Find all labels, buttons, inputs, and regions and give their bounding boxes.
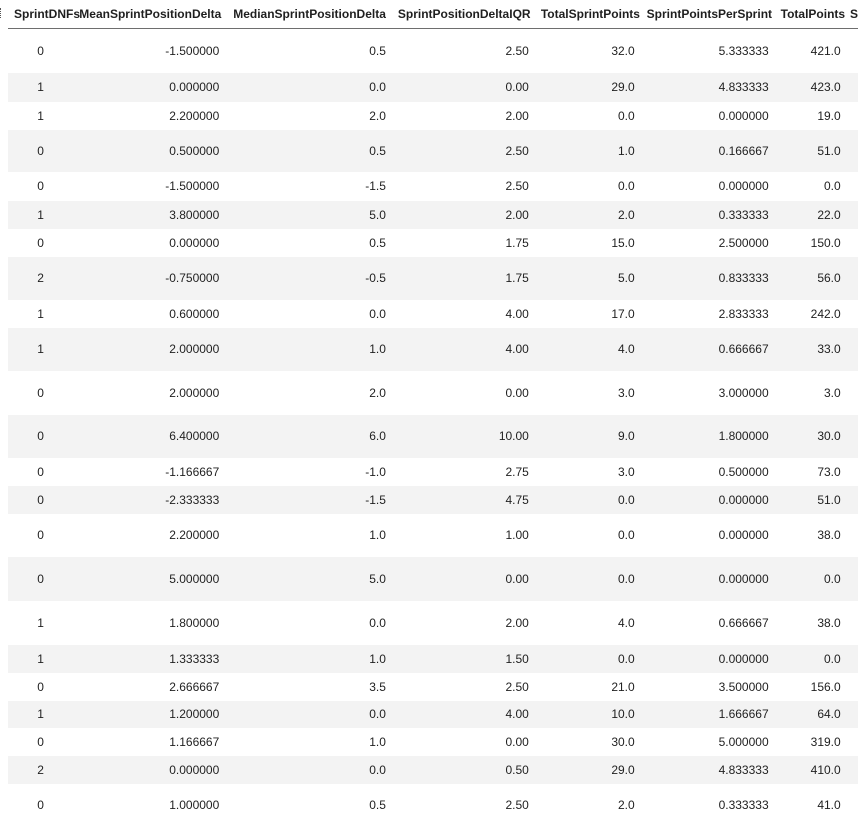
table-cell-truncated [847, 645, 858, 673]
table-cell: 0.5 [369, 43, 386, 58]
table-cell: 15.0 [611, 235, 635, 250]
column-header-total-sprint-points: TotalSprintPoints [535, 0, 641, 29]
table-cell: 3.000000 [718, 385, 769, 400]
table-row [8, 486, 858, 514]
table-row [8, 300, 858, 328]
table-cell: 319.0 [810, 734, 841, 749]
table-cell-truncated [847, 557, 858, 601]
table-cell-truncated [847, 673, 858, 701]
table-cell: -1.5 [225, 486, 392, 514]
table-cell: 0 [37, 43, 44, 58]
table-cell: 0.000000 [718, 528, 769, 542]
table-cell: 38.0 [817, 615, 841, 630]
table-cell: 0 [37, 798, 44, 812]
table-cell: 2.000000 [73, 328, 225, 371]
table-cell-truncated [847, 458, 858, 486]
table-cell-truncated [847, 415, 858, 458]
table-cell: 2 [8, 756, 73, 784]
table-cell: 0.00 [505, 734, 529, 749]
table-cell: 1.166667 [169, 734, 220, 749]
table-cell: 17.0 [611, 306, 635, 321]
column-header-total-points: TotalPoints [775, 0, 847, 29]
table-cell: 0.666667 [641, 328, 775, 371]
table-row [8, 514, 858, 557]
table-cell: 1.75 [505, 235, 529, 250]
table-cell-truncated [847, 328, 858, 371]
table-cell: 5.0 [225, 201, 392, 229]
table-cell: 2.50 [392, 130, 535, 172]
table-cell: 4.833333 [641, 73, 775, 102]
table-cell: 5.333333 [718, 43, 769, 58]
column-header-truncated: S [847, 0, 858, 29]
table-cell: 2.500000 [718, 235, 769, 250]
table-row [8, 102, 858, 130]
table-cell: 423.0 [775, 73, 847, 102]
table-cell: 1 [8, 645, 73, 673]
table-cell: 1.333333 [73, 645, 225, 673]
table-cell-truncated [847, 756, 858, 784]
table-cell: 2.0 [369, 385, 386, 400]
table-cell: 2 [8, 257, 73, 300]
table-cell: 0.00 [392, 73, 535, 102]
table-cell: 2.0 [617, 798, 635, 812]
table-cell: 3.0 [617, 464, 635, 479]
table-cell: 0.833333 [641, 257, 775, 300]
table-cell: 0 [37, 734, 44, 749]
table-cell: 0.000000 [73, 73, 225, 102]
table-cell: 0.000000 [641, 645, 775, 673]
table-cell: 64.0 [775, 701, 847, 728]
table-cell: 30.0 [611, 734, 635, 749]
table-row [8, 756, 858, 784]
table-cell: 1.0 [225, 645, 392, 673]
table-cell: 5.0 [535, 257, 641, 300]
table-cell: 32.0 [611, 43, 635, 58]
table-cell: 4.833333 [641, 756, 775, 784]
table-cell: 3.0 [824, 385, 841, 400]
table-cell-truncated [847, 601, 858, 645]
table-cell: 2.0 [535, 201, 641, 229]
table-cell: 0.0 [225, 73, 392, 102]
table-cell: 3.0 [617, 385, 635, 400]
table-cell: 2.200000 [169, 528, 220, 542]
column-header-sprint-dnfs: SprintDNFs [8, 0, 73, 29]
table-cell: -1.500000 [165, 43, 220, 58]
table-cell: 0 [8, 486, 73, 514]
table-row [8, 645, 858, 673]
table-row [8, 458, 858, 486]
table-cell: 0.500000 [73, 130, 225, 172]
table-cell: 0.00 [392, 557, 535, 601]
truncation-marker [0, 8, 3, 18]
table-row [8, 257, 858, 300]
table-cell-truncated [847, 130, 858, 172]
table-cell: 51.0 [775, 486, 847, 514]
table-cell: 0.000000 [641, 557, 775, 601]
data-table [8, 0, 858, 827]
table-cell: -1.166667 [165, 464, 220, 479]
table-cell: 1 [8, 701, 73, 728]
table-cell: 4.00 [505, 306, 529, 321]
table-cell: 19.0 [817, 108, 841, 123]
table-cell: 0.50 [392, 756, 535, 784]
table-cell: 6.0 [225, 415, 392, 458]
table-cell: 10.0 [535, 701, 641, 728]
table-cell: 3.800000 [73, 201, 225, 229]
table-cell: 0.500000 [718, 464, 769, 479]
table-cell: 1.75 [392, 257, 535, 300]
table-cell: 1.0 [369, 734, 386, 749]
table-cell: 2.50 [505, 798, 529, 812]
table-row [8, 229, 858, 257]
table-cell: 0.0 [535, 486, 641, 514]
table-cell: 0.0 [775, 557, 847, 601]
column-header-sprint-position-delta-iqr: SprintPositionDeltaIQR [392, 0, 535, 29]
table-cell: 1.666667 [641, 701, 775, 728]
table-cell: 30.0 [775, 415, 847, 458]
table-cell: 0 [8, 130, 73, 172]
table-cell: 242.0 [810, 306, 841, 321]
table-cell: 0.0 [617, 108, 635, 123]
table-cell: 156.0 [810, 679, 841, 694]
table-cell: -2.333333 [73, 486, 225, 514]
table-cell-truncated [847, 701, 858, 728]
table-cell: 0.5 [225, 130, 392, 172]
table-cell: 0.0 [535, 645, 641, 673]
table-cell: 9.0 [535, 415, 641, 458]
table-cell: 29.0 [535, 756, 641, 784]
table-cell: 22.0 [775, 201, 847, 229]
table-row [8, 130, 858, 172]
table-cell: -0.750000 [73, 257, 225, 300]
table-cell: 0.000000 [641, 486, 775, 514]
table-cell: 2.00 [505, 615, 529, 630]
table-cell: 29.0 [535, 73, 641, 102]
column-header-sprint-points-per-sprint: SprintPointsPerSprint [641, 0, 775, 29]
table-cell-truncated [847, 728, 858, 756]
table-cell: 0.5 [369, 235, 386, 250]
table-cell: 4.0 [535, 328, 641, 371]
table-body [8, 29, 858, 827]
table-cell: 1.800000 [169, 615, 220, 630]
table-cell: 1.50 [392, 645, 535, 673]
table-cell: 1 [8, 73, 73, 102]
table-cell: 3.5 [369, 679, 386, 694]
table-cell: 0.00 [505, 385, 529, 400]
table-cell: 0.0 [535, 557, 641, 601]
table-cell: 0.333333 [718, 798, 769, 812]
table-cell-truncated [847, 73, 858, 102]
table-cell: 2.000000 [169, 385, 220, 400]
table-cell: 1 [37, 306, 44, 321]
table-cell: 2.833333 [718, 306, 769, 321]
table-cell: 2.0 [369, 108, 386, 123]
table-cell: 0.000000 [718, 108, 769, 123]
table-cell: 5.000000 [718, 734, 769, 749]
table-cell: 0 [37, 464, 44, 479]
table-cell: 1.0 [535, 130, 641, 172]
table-cell: 21.0 [611, 679, 635, 694]
table-cell: 6.400000 [73, 415, 225, 458]
table-cell: 3.500000 [718, 679, 769, 694]
table-cell: 1.200000 [73, 701, 225, 728]
table-cell: 4.00 [392, 701, 535, 728]
table-cell: 0.0 [225, 756, 392, 784]
table-cell: 1.00 [505, 528, 529, 542]
table-cell: 0 [8, 415, 73, 458]
table-cell: 2.50 [505, 179, 529, 193]
table-cell: 1.800000 [641, 415, 775, 458]
table-cell: 33.0 [775, 328, 847, 371]
table-cell-truncated [847, 102, 858, 130]
table-cell: 51.0 [775, 130, 847, 172]
table-cell-truncated [847, 29, 858, 73]
table-cell: 0 [37, 528, 44, 542]
table-cell-truncated [847, 201, 858, 229]
table-cell: 73.0 [817, 464, 841, 479]
table-cell: 0.0 [617, 528, 635, 542]
table-cell: 5.0 [225, 557, 392, 601]
table-cell: 2.666667 [169, 679, 220, 694]
table-cell-truncated [847, 486, 858, 514]
table-cell: 0.000000 [718, 179, 769, 193]
table-cell: 1.0 [225, 328, 392, 371]
column-header-mean-sprint-position-delta: MeanSprintPositionDelta [73, 0, 225, 29]
table-cell: 0.000000 [169, 235, 220, 250]
table-cell: 0.0 [775, 645, 847, 673]
table-cell: 0.0 [617, 179, 635, 193]
table-row [8, 73, 858, 102]
table-cell: 1 [8, 328, 73, 371]
table-cell: 4.00 [392, 328, 535, 371]
table-cell: 2.200000 [169, 108, 220, 123]
table-cell: 0.333333 [641, 201, 775, 229]
table-cell: 0.0 [369, 306, 386, 321]
table-cell-truncated [847, 371, 858, 415]
table-cell: 1.000000 [169, 798, 220, 812]
table-cell: 2.00 [392, 201, 535, 229]
table-cell-truncated [847, 514, 858, 557]
table-cell: -1.0 [365, 464, 386, 479]
table-cell-truncated [847, 300, 858, 328]
table-cell: 10.00 [392, 415, 535, 458]
table-cell: 0 [37, 679, 44, 694]
table-cell: 0.0 [824, 179, 841, 193]
table-cell: 150.0 [810, 235, 841, 250]
table-cell-truncated [847, 257, 858, 300]
table-row [8, 557, 858, 601]
table-cell-truncated [847, 229, 858, 257]
table-cell: 0 [8, 557, 73, 601]
table-cell: 410.0 [775, 756, 847, 784]
column-header-median-sprint-position-delta: MedianSprintPositionDelta [225, 0, 392, 29]
table-cell: 4.0 [617, 615, 635, 630]
table-cell: 0 [37, 385, 44, 400]
table-cell: 0.166667 [641, 130, 775, 172]
table-cell: 0.0 [369, 615, 386, 630]
table-cell: 1 [37, 615, 44, 630]
table-cell: 421.0 [810, 43, 841, 58]
table-cell: 56.0 [775, 257, 847, 300]
table-cell: 2.50 [505, 679, 529, 694]
table-cell: 0.5 [369, 798, 386, 812]
table-row [8, 701, 858, 728]
table-row [8, 29, 858, 73]
table-cell: -1.5 [365, 179, 386, 193]
header-row [8, 0, 858, 29]
table-cell-truncated [847, 172, 858, 201]
table-cell: 1 [37, 108, 44, 123]
table-cell: 1 [8, 201, 73, 229]
table-cell: -1.500000 [165, 179, 220, 193]
table-cell: 0 [37, 179, 44, 193]
table-cell: 0 [37, 235, 44, 250]
table-row [8, 415, 858, 458]
table-cell: 1.0 [369, 528, 386, 542]
table-row [8, 673, 858, 701]
table-cell: 4.75 [392, 486, 535, 514]
table-row [8, 201, 858, 229]
table-cell: 0.666667 [718, 615, 769, 630]
table-row [8, 371, 858, 415]
table-row [8, 328, 858, 371]
table-cell: 5.000000 [73, 557, 225, 601]
table-row [8, 601, 858, 645]
table-cell: 0.600000 [169, 306, 220, 321]
table-cell: 41.0 [817, 798, 841, 812]
table-row [8, 728, 858, 756]
table-cell: -0.5 [225, 257, 392, 300]
table-cell-truncated [847, 784, 858, 827]
table-cell: 2.00 [505, 108, 529, 123]
table-cell: 0.000000 [73, 756, 225, 784]
table-cell: 2.50 [505, 43, 529, 58]
table-cell: 38.0 [817, 528, 841, 542]
table-cell: 0.0 [225, 701, 392, 728]
table-cell: 2.75 [505, 464, 529, 479]
table-row [8, 784, 858, 827]
table-row [8, 172, 858, 201]
